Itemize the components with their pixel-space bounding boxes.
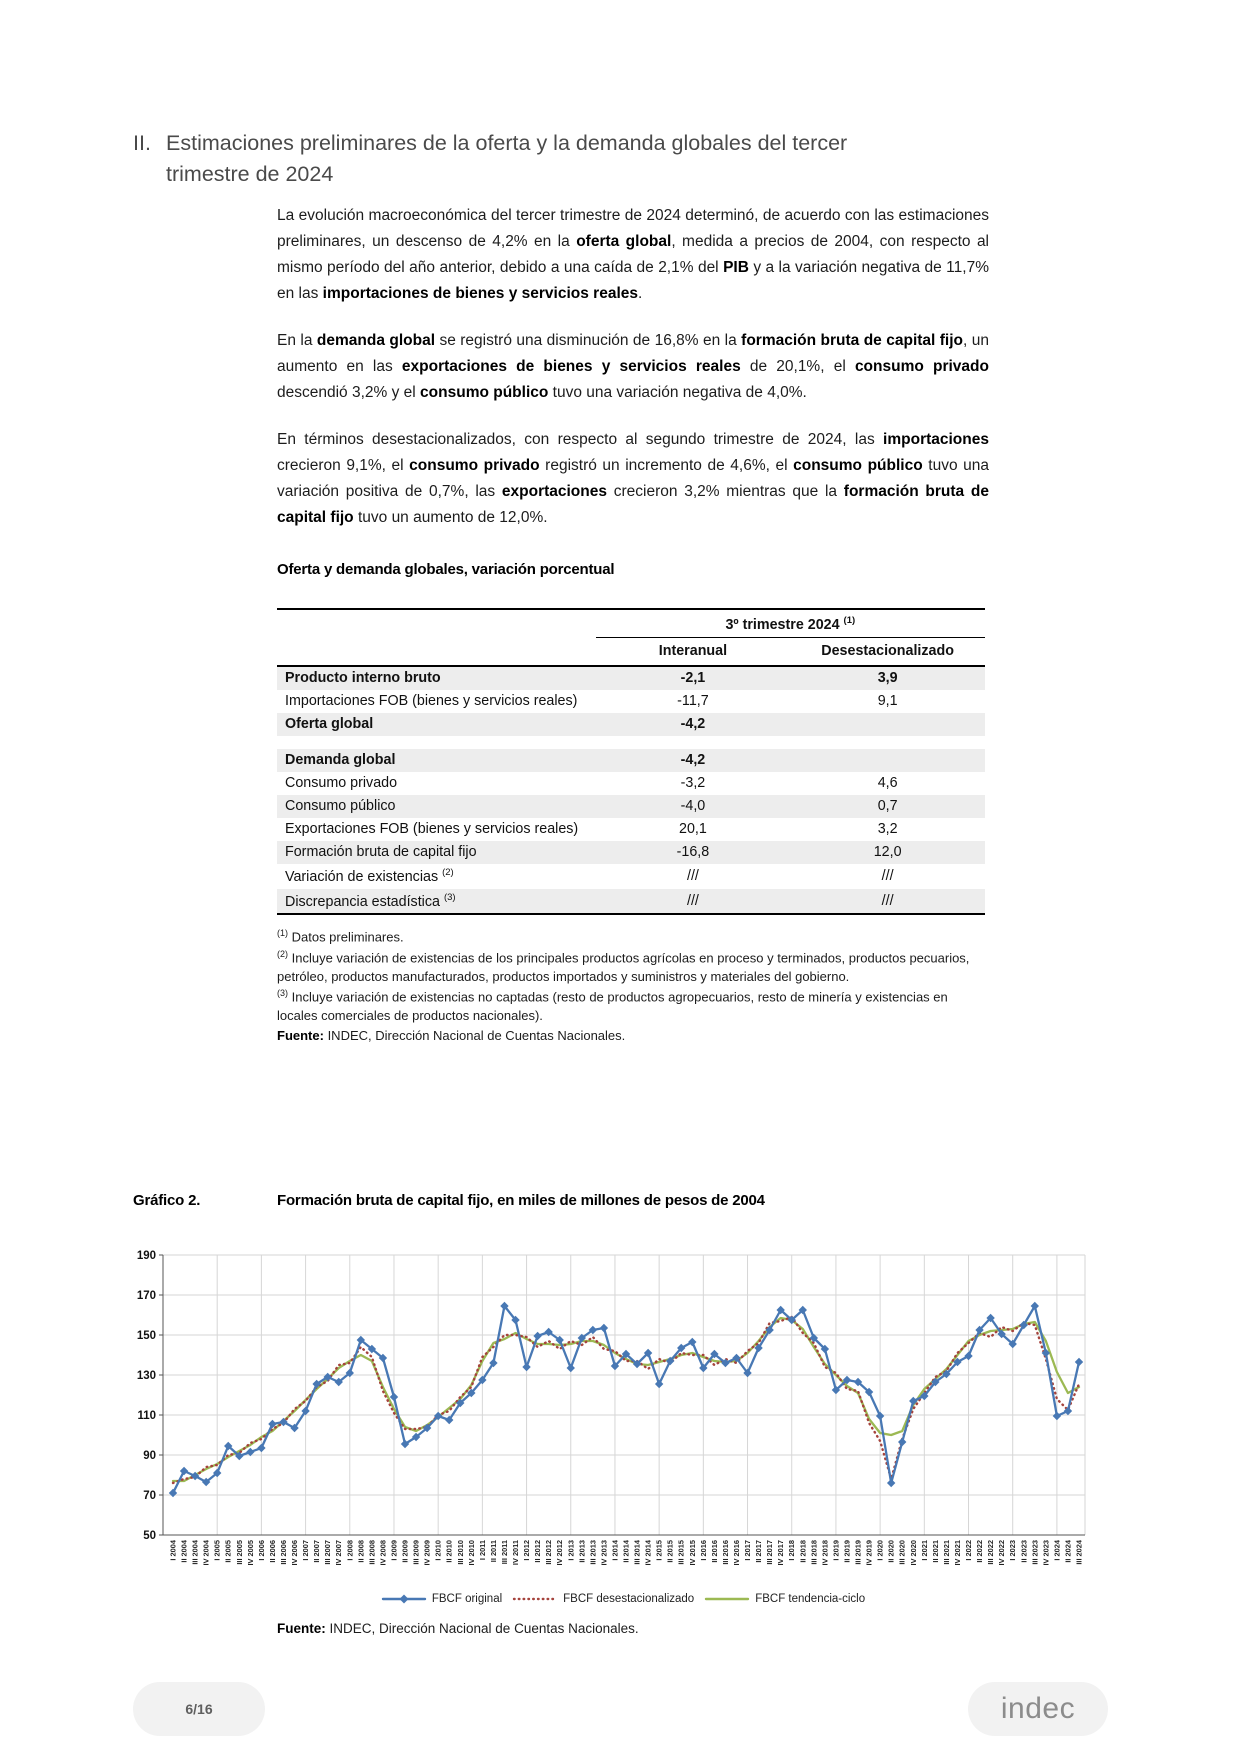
footnote-1-text: Datos preliminares. bbox=[288, 929, 404, 945]
x-axis-tick-label: III 2006 bbox=[278, 1540, 288, 1565]
x-axis-tick-label: II 2010 bbox=[444, 1540, 454, 1563]
x-axis-tick-label: IV 2005 bbox=[245, 1540, 255, 1566]
x-axis-tick-label: IV 2023 bbox=[1041, 1540, 1051, 1566]
row-value bbox=[790, 713, 985, 736]
x-axis-tick-label: IV 2008 bbox=[378, 1540, 388, 1566]
row-value: -2,1 bbox=[680, 670, 706, 687]
section-numeral: II. bbox=[133, 131, 151, 155]
fbcf-chart-wrap bbox=[133, 1235, 1133, 1591]
x-axis-tick-label: II 2013 bbox=[577, 1540, 587, 1563]
chart-source-label: Fuente: bbox=[277, 1621, 326, 1636]
page-number: 6/16 bbox=[185, 1701, 213, 1717]
x-axis-tick-label: III 2009 bbox=[411, 1540, 421, 1565]
row-value: 20,1 bbox=[679, 821, 707, 838]
row-label: Consumo público bbox=[285, 798, 396, 815]
x-axis-tick-label: I 2020 bbox=[875, 1540, 885, 1561]
x-axis-tick-label: III 2018 bbox=[809, 1540, 819, 1565]
x-axis-tick-label: III 2015 bbox=[676, 1540, 686, 1565]
footnote-3 bbox=[277, 987, 989, 1025]
table-section bbox=[277, 561, 989, 1046]
x-axis-tick-label: IV 2014 bbox=[643, 1540, 653, 1566]
row-value: 4,6 bbox=[877, 775, 898, 792]
footnote-1 bbox=[277, 927, 989, 947]
row-label: Formación bruta de capital fijo bbox=[285, 844, 477, 861]
x-axis-tick-label: III 2008 bbox=[367, 1540, 377, 1565]
table-row bbox=[277, 749, 985, 772]
x-axis-tick-label: II 2017 bbox=[754, 1540, 764, 1563]
row-value: -4,0 bbox=[680, 798, 706, 815]
diamond-marker bbox=[180, 1467, 188, 1475]
row-value: -11,7 bbox=[677, 693, 709, 710]
row-value: 9,1 bbox=[877, 693, 898, 710]
row-label: Producto interno bruto bbox=[285, 670, 441, 687]
x-axis-tick-label: III 2023 bbox=[1030, 1540, 1040, 1565]
diamond-marker bbox=[567, 1364, 575, 1372]
x-axis-tick-label: IV 2004 bbox=[201, 1540, 211, 1566]
footnote-2-marker: (2) bbox=[277, 949, 288, 960]
x-axis-tick-label: I 2018 bbox=[787, 1540, 797, 1561]
x-axis-tick-label: IV 2018 bbox=[820, 1540, 830, 1566]
x-axis-tick-label: IV 2006 bbox=[290, 1540, 300, 1566]
row-label: Demanda global bbox=[285, 752, 396, 769]
intro-text bbox=[277, 203, 989, 552]
row-value: /// bbox=[790, 889, 985, 915]
x-axis-tick-label: II 2006 bbox=[267, 1540, 277, 1563]
table-row bbox=[277, 841, 985, 864]
x-axis-tick-label: III 2012 bbox=[544, 1540, 554, 1565]
row-label: Variación de existencias $^{(2)}$ bbox=[285, 867, 454, 886]
table-header bbox=[277, 609, 985, 666]
legend-swatch-diamond-line-icon bbox=[381, 1593, 427, 1605]
row-value: 0,7 bbox=[877, 798, 898, 815]
diamond-marker bbox=[533, 1332, 541, 1340]
x-axis-tick-label: II 2019 bbox=[842, 1540, 852, 1563]
y-axis-tick-label: 170 bbox=[136, 1290, 156, 1302]
x-axis-tick-label: III 2024 bbox=[1074, 1540, 1084, 1565]
indec-logo bbox=[968, 1682, 1108, 1736]
footnote-2 bbox=[277, 948, 989, 986]
diamond-marker bbox=[964, 1352, 972, 1360]
x-axis-tick-label: II 2024 bbox=[1063, 1540, 1073, 1563]
x-axis-tick-label: I 2019 bbox=[831, 1540, 841, 1561]
paragraph-demanda-global: En la demanda global se registró una disminución de 16,8% en la formación bruta de capital fijo, un aumento en las exportaciones de bienes y servicios reales de 20,1%, el consumo privado descendió 3,2% y el consumo público tuvo una variación negativa de 4,0%. bbox=[277, 332, 989, 402]
x-axis-tick-label: I 2006 bbox=[256, 1540, 266, 1561]
diamond-marker bbox=[887, 1479, 895, 1487]
row-value bbox=[790, 749, 985, 772]
footnote-1-marker: (1) bbox=[277, 928, 288, 939]
row-value: 3,2 bbox=[877, 821, 898, 838]
table-row bbox=[277, 713, 985, 736]
x-axis-tick-label: IV 2012 bbox=[555, 1540, 565, 1566]
column-header: Interanual bbox=[596, 637, 791, 666]
row-value: 3,9 bbox=[877, 670, 898, 687]
table-row bbox=[277, 795, 985, 818]
footnote-2-text: Incluye variación de existencias de los principales productos agrícolas en proceso y terminados, productos pecuarios, petróleo, productos manufacturados, productos importados y suministros y materiales del gobierno. bbox=[277, 950, 970, 984]
x-axis-tick-label: III 2005 bbox=[234, 1540, 244, 1565]
legend-swatch-dotted-line-icon bbox=[512, 1593, 558, 1605]
x-axis-tick-label: II 2021 bbox=[930, 1540, 940, 1563]
y-axis-tick-label: 190 bbox=[136, 1250, 156, 1262]
x-axis-tick-label: I 2010 bbox=[433, 1540, 443, 1561]
x-axis-tick-label: IV 2021 bbox=[952, 1540, 962, 1566]
paragraph-desestacionalizado: En términos desestacionalizados, con respecto al segundo trimestre de 2024, las importaciones crecieron 9,1%, el consumo privado registró un incremento de 4,6%, el consumo público tuvo una variación positiva de 0,7%, las exportaciones crecieron 3,2% mientras que la formación bruta de capital fijo tuvo un aumento de 12,0%. bbox=[277, 431, 989, 527]
x-axis-tick-label: II 2004 bbox=[179, 1540, 189, 1563]
row-value: /// bbox=[881, 868, 894, 885]
table-group-header: 3º trimestre 2024 $^{(1)}$ bbox=[596, 609, 985, 637]
table-row bbox=[277, 818, 985, 841]
x-axis-tick-label: IV 2009 bbox=[422, 1540, 432, 1566]
x-axis-tick-label: IV 2019 bbox=[864, 1540, 874, 1566]
legend-label: FBCF tendencia-ciclo bbox=[755, 1593, 866, 1605]
row-value: /// bbox=[596, 889, 791, 915]
x-axis-tick-label: I 2004 bbox=[168, 1540, 178, 1561]
chart-gridlines bbox=[163, 1255, 1085, 1535]
diamond-marker bbox=[655, 1380, 663, 1388]
x-axis-tick-label: III 2004 bbox=[190, 1540, 200, 1565]
x-axis-labels bbox=[169, 1539, 1084, 1565]
diamond-marker bbox=[688, 1338, 696, 1346]
x-axis-tick-label: II 2022 bbox=[975, 1540, 985, 1563]
x-axis-tick-label: I 2023 bbox=[1008, 1540, 1018, 1561]
x-axis-tick-label: II 2011 bbox=[488, 1540, 498, 1563]
x-axis-tick-label: IV 2017 bbox=[776, 1540, 786, 1566]
source-label: Fuente: bbox=[277, 1027, 324, 1043]
x-axis-tick-label: III 2016 bbox=[720, 1540, 730, 1565]
section-heading bbox=[133, 128, 934, 190]
x-axis-tick-label: I 2022 bbox=[964, 1540, 974, 1561]
diamond-marker bbox=[1075, 1358, 1083, 1366]
y-axis-tick-label: 50 bbox=[143, 1530, 156, 1542]
x-axis-tick-label: III 2013 bbox=[588, 1540, 598, 1565]
x-axis-tick-label: II 2015 bbox=[665, 1540, 675, 1563]
y-axis-tick-label: 150 bbox=[136, 1330, 156, 1342]
table-group-header-row bbox=[277, 609, 985, 637]
x-axis-tick-label: III 2019 bbox=[853, 1540, 863, 1565]
x-axis-tick-label: II 2023 bbox=[1019, 1540, 1029, 1563]
table-row bbox=[277, 666, 985, 690]
table-spacer-row bbox=[277, 736, 985, 749]
row-label: Consumo privado bbox=[285, 775, 398, 792]
fbcf-line-chart bbox=[133, 1235, 1113, 1591]
y-axis-tick-label: 90 bbox=[143, 1450, 156, 1462]
table-source bbox=[277, 1027, 989, 1045]
table-columns-row bbox=[277, 637, 985, 666]
diamond-marker bbox=[169, 1489, 177, 1497]
table-title: Oferta y demanda globales, variación porcentual bbox=[277, 561, 615, 578]
legend-item bbox=[704, 1593, 865, 1605]
legend-label: FBCF original bbox=[431, 1593, 503, 1605]
x-axis-tick-label: IV 2022 bbox=[997, 1540, 1007, 1566]
x-axis-tick-label: IV 2010 bbox=[466, 1540, 476, 1566]
row-label: Discrepancia estadística $^{(3)}$ bbox=[277, 889, 596, 915]
x-axis-tick-label: I 2016 bbox=[698, 1540, 708, 1561]
x-axis-tick-label: II 2014 bbox=[621, 1540, 631, 1563]
chart-legend bbox=[133, 1593, 1113, 1605]
chart-title: Formación bruta de capital fijo, en miles de millones de pesos de 2004 bbox=[277, 1192, 765, 1209]
x-axis-tick-label: IV 2007 bbox=[334, 1540, 344, 1566]
x-axis-tick-label: II 2008 bbox=[356, 1540, 366, 1563]
series-fbcf-tendencia-ciclo bbox=[173, 1318, 1079, 1481]
x-axis-tick-label: IV 2020 bbox=[908, 1540, 918, 1566]
y-axis-tick-label: 70 bbox=[143, 1490, 156, 1502]
x-axis-tick-label: III 2010 bbox=[455, 1540, 465, 1565]
x-axis-tick-label: IV 2013 bbox=[599, 1540, 609, 1566]
x-axis-tick-label: III 2007 bbox=[323, 1540, 333, 1565]
table-body bbox=[277, 666, 985, 915]
paragraph-oferta-global: La evolución macroeconómica del tercer trimestre de 2024 determinó, de acuerdo con las estimaciones preliminares, un descenso de 4,2% en la oferta global, medida a precios de 2004, con respecto al mismo período del año anterior, debido a una caída de 2,1% del PIB y a la variación negativa de 11,7% en las importaciones de bienes y servicios reales. bbox=[277, 207, 990, 303]
row-label: Importaciones FOB (bienes y servicios reales) bbox=[285, 693, 578, 710]
supply-demand-table bbox=[277, 608, 985, 915]
x-axis-tick-label: III 2021 bbox=[941, 1540, 951, 1565]
x-axis-tick-label: II 2005 bbox=[223, 1540, 233, 1563]
diamond-marker bbox=[390, 1393, 398, 1401]
legend-item bbox=[381, 1593, 502, 1605]
row-value: /// bbox=[686, 868, 699, 885]
x-axis-tick-label: III 2014 bbox=[632, 1540, 642, 1565]
x-axis-tick-label: II 2016 bbox=[709, 1540, 719, 1563]
x-axis-tick-label: I 2013 bbox=[566, 1540, 576, 1561]
legend-item bbox=[512, 1593, 694, 1605]
x-axis-tick-label: I 2011 bbox=[477, 1540, 487, 1561]
chart-heading bbox=[133, 1192, 1133, 1209]
chart-axes bbox=[137, 1250, 1085, 1542]
x-axis-tick-label: I 2009 bbox=[389, 1540, 399, 1561]
x-axis-tick-label: I 2017 bbox=[743, 1540, 753, 1561]
row-value: -4,2 bbox=[680, 716, 706, 733]
x-axis-tick-label: IV 2015 bbox=[687, 1540, 697, 1566]
diamond-marker bbox=[1053, 1412, 1061, 1420]
chart-source-text: INDEC, Dirección Nacional de Cuentas Nacionales. bbox=[325, 1621, 639, 1636]
table-row bbox=[277, 889, 985, 915]
row-value: -4,2 bbox=[680, 752, 706, 769]
x-axis-tick-label: II 2009 bbox=[400, 1540, 410, 1563]
diamond-marker bbox=[898, 1438, 906, 1446]
diamond-marker bbox=[600, 1324, 608, 1332]
x-axis-tick-label: IV 2011 bbox=[511, 1540, 521, 1566]
x-axis-tick-label: III 2011 bbox=[499, 1540, 509, 1565]
x-axis-tick-label: II 2007 bbox=[312, 1540, 322, 1563]
table-row bbox=[277, 772, 985, 795]
row-label: Oferta global bbox=[285, 716, 374, 733]
x-axis-tick-label: I 2008 bbox=[345, 1540, 355, 1561]
x-axis-tick-label: I 2014 bbox=[610, 1540, 620, 1561]
x-axis-tick-label: I 2021 bbox=[919, 1540, 929, 1561]
row-value: -16,8 bbox=[676, 844, 710, 861]
indec-logo-text: indec bbox=[1000, 1692, 1076, 1725]
x-axis-tick-label: I 2005 bbox=[212, 1540, 222, 1561]
diamond-marker bbox=[876, 1412, 884, 1420]
x-axis-tick-label: I 2015 bbox=[654, 1540, 664, 1561]
legend-swatch-line-icon bbox=[704, 1593, 750, 1605]
legend-label: FBCF desestacionalizado bbox=[563, 1593, 695, 1605]
table-row bbox=[277, 690, 985, 713]
y-axis-tick-label: 110 bbox=[137, 1410, 156, 1422]
x-axis-tick-label: I 2024 bbox=[1052, 1540, 1062, 1561]
table-footnotes bbox=[277, 927, 989, 1045]
diamond-marker bbox=[522, 1363, 530, 1371]
footnote-3-text: Incluye variación de existencias no captadas (resto de productos agropecuarios, resto de minería y existencias en locales comerciales de productos nacionales). bbox=[277, 989, 948, 1024]
row-value: -3,2 bbox=[680, 775, 706, 792]
x-axis-tick-label: II 2020 bbox=[886, 1540, 896, 1563]
x-axis-tick-label: III 2017 bbox=[765, 1540, 775, 1565]
x-axis-tick-label: I 2012 bbox=[522, 1540, 532, 1561]
x-axis-tick-label: II 2012 bbox=[533, 1540, 543, 1563]
y-axis-tick-label: 130 bbox=[136, 1370, 156, 1382]
x-axis-tick-label: III 2022 bbox=[986, 1540, 996, 1565]
x-axis-tick-label: II 2018 bbox=[798, 1540, 808, 1563]
row-label: Exportaciones FOB (bienes y servicios reales) bbox=[285, 821, 579, 838]
chart-source bbox=[277, 1621, 1133, 1636]
table-row bbox=[277, 864, 985, 889]
x-axis-tick-label: III 2020 bbox=[897, 1540, 907, 1565]
column-header: Desestacionalizado bbox=[790, 637, 985, 666]
source-text: INDEC, Dirección Nacional de Cuentas Nacionales. bbox=[323, 1027, 626, 1043]
chart-number-label: Gráfico 2. bbox=[133, 1192, 201, 1209]
chart-section bbox=[133, 1192, 1133, 1636]
x-axis-tick-label: IV 2016 bbox=[731, 1540, 741, 1566]
section-title: Estimaciones preliminares de la oferta y la demanda globales del tercer trimestre de 2024 bbox=[166, 131, 848, 187]
footnote-3-marker: (3) bbox=[277, 988, 288, 999]
row-value: 12,0 bbox=[873, 844, 902, 861]
page-indicator bbox=[133, 1682, 265, 1736]
x-axis-tick-label: I 2007 bbox=[301, 1540, 311, 1561]
diamond-marker bbox=[257, 1444, 265, 1452]
